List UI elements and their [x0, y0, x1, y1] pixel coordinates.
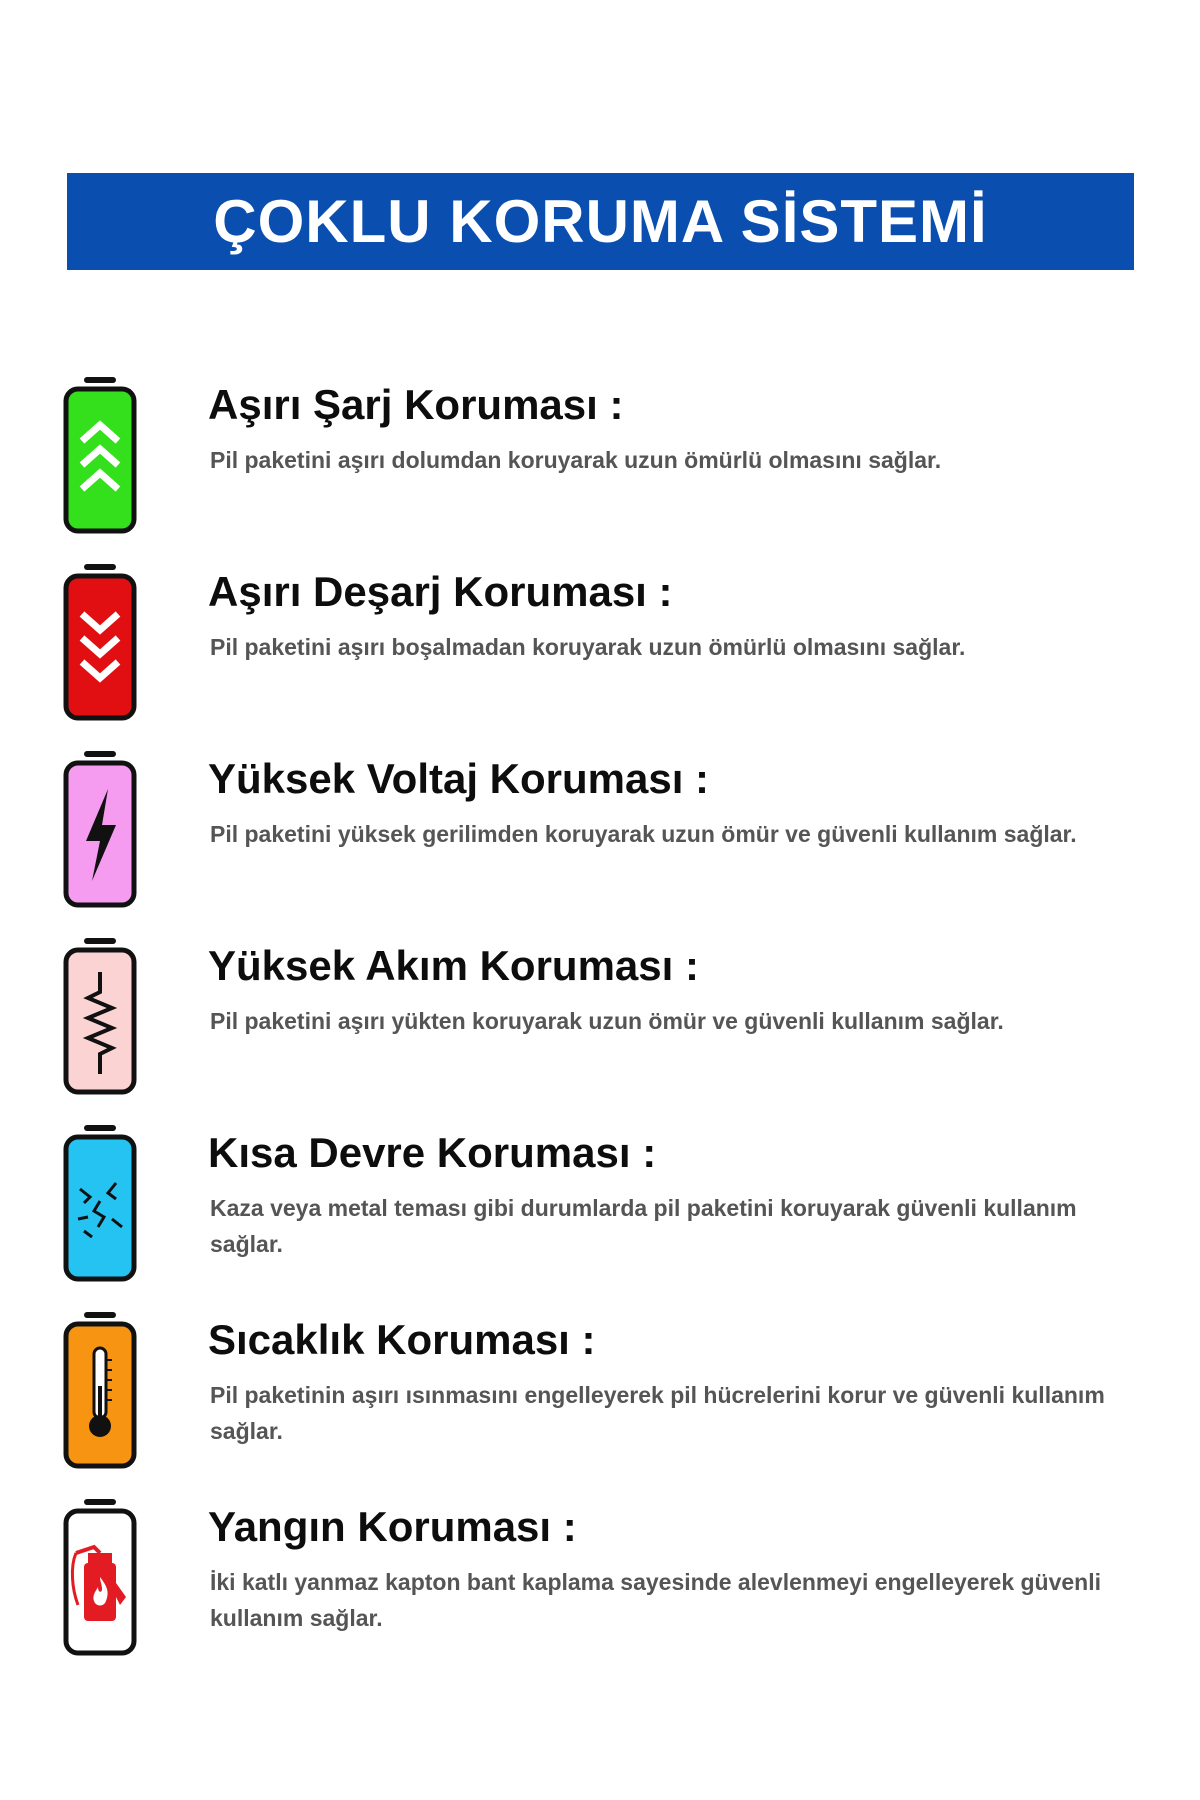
title-banner: [67, 173, 1134, 270]
item-title: Aşırı Deşarj Koruması :: [208, 568, 673, 615]
battery-blue-icon: [60, 1123, 140, 1283]
battery-orange-icon: [60, 1310, 140, 1470]
item-description: İki katlı yanmaz kapton bant kaplama sayesinde alevlenmeyi engelleyerek güvenli kullanım sağlar.: [210, 1569, 1102, 1632]
item-title: Kısa Devre Koruması :: [208, 1129, 657, 1176]
battery-light-pink-icon: [60, 936, 140, 1096]
protection-item-high-voltage: [0, 749, 1200, 935]
item-description: Pil paketini aşırı yükten koruyarak uzun ömür ve güvenli kullanım sağlar.: [210, 1008, 1004, 1035]
protection-item-overdischarge: [0, 562, 1200, 748]
protection-item-temperature: [0, 1310, 1200, 1496]
battery-green-icon: [60, 375, 140, 535]
protection-item-short-circuit: [0, 1123, 1200, 1309]
page-title: ÇOKLU KORUMA SİSTEMİ: [213, 188, 988, 255]
protection-item-overcharge: [0, 375, 1200, 561]
protection-item-fire: [0, 1497, 1200, 1683]
item-description: Pil paketini aşırı boşalmadan koruyarak uzun ömürlü olmasını sağlar.: [210, 634, 966, 661]
item-description: Pil paketini aşırı dolumdan koruyarak uzun ömürlü olmasını sağlar.: [210, 447, 942, 474]
protection-item-high-current: [0, 936, 1200, 1122]
item-description: Pil paketini yüksek gerilimden koruyarak uzun ömür ve güvenli kullanım sağlar.: [210, 821, 1077, 848]
item-title: Sıcaklık Koruması :: [208, 1316, 596, 1363]
item-description: Pil paketinin aşırı ısınmasını engelleyerek pil hücrelerini korur ve güvenli kullanım sağlar.: [210, 1382, 1105, 1445]
item-title: Yüksek Voltaj Koruması :: [208, 755, 710, 802]
battery-red-icon: [60, 562, 140, 722]
item-title: Yüksek Akım Koruması :: [208, 942, 699, 989]
item-title: Yangın Koruması :: [208, 1503, 577, 1550]
item-title: Aşırı Şarj Koruması :: [208, 381, 624, 428]
battery-white-icon: [60, 1497, 140, 1657]
battery-pink-icon: [60, 749, 140, 909]
item-description: Kaza veya metal teması gibi durumlarda pil paketini koruyarak güvenli kullanım sağlar.: [210, 1195, 1077, 1258]
